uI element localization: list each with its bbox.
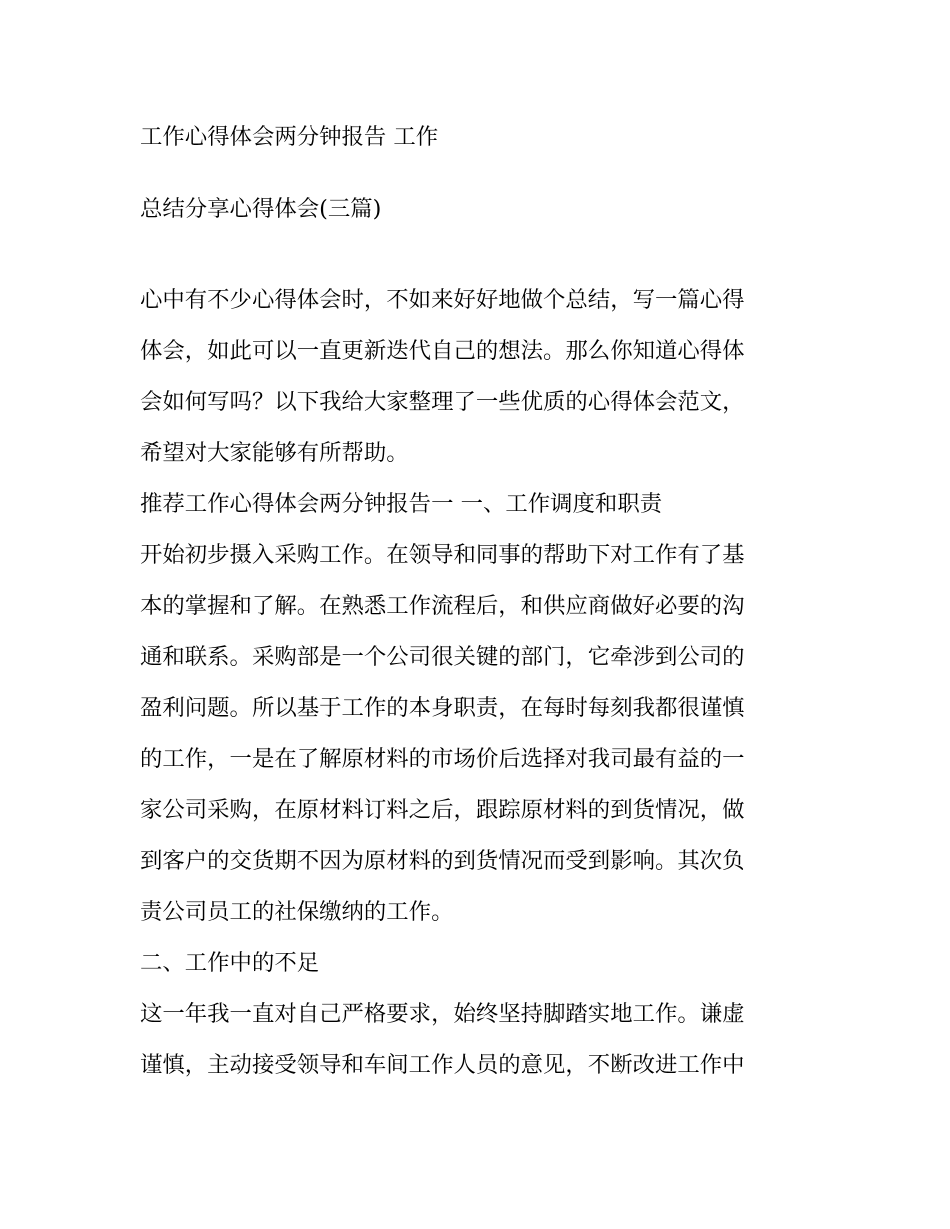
text-line: 盈利问题。所以基于工作的本身职责，在每时每刻我都很谨慎 (140, 695, 745, 721)
text-line: 开始初步摄入采购工作。在领导和同事的帮助下对工作有了基 (140, 542, 745, 568)
text-line: 体会，如此可以一直更新迭代自己的想法。那么你知道心得体 (140, 338, 745, 364)
document-title (140, 112, 820, 256)
text-line: 心中有不少心得体会时，不如来好好地做个总结，写一篇心得 (140, 287, 745, 313)
text-line: 这一年我一直对自己严格要求，始终坚持脚踏实地工作。谦虚 (140, 1001, 745, 1027)
text-line: 本的掌握和了解。在熟悉工作流程后，和供应商做好必要的沟 (140, 593, 745, 619)
text-line: 通和联系。采购部是一个公司很关键的部门，它牵涉到公司的 (140, 644, 745, 670)
section-heading: 二、工作中的不足 (140, 950, 320, 976)
text-line: 到客户的交货期不因为原材料的到货情况而受到影响。其次负 (140, 848, 745, 874)
text-line: 希望对大家能够有所帮助。 (140, 440, 409, 466)
text-line: 谨慎，主动接受领导和车间工作人员的意见，不断改进工作中 (140, 1052, 745, 1078)
text-line: 的工作，一是在了解原材料的市场价后选择对我司最有益的一 (140, 746, 745, 772)
text-line: 责公司员工的社保缴纳的工作。 (140, 899, 454, 925)
document-body (140, 275, 820, 1091)
title-line: 总结分享心得体会(三篇) (140, 196, 382, 222)
section-heading: 推荐工作心得体会两分钟报告一 一、工作调度和职责 (140, 491, 663, 517)
title-line: 工作心得体会两分钟报告 工作 (140, 124, 439, 150)
text-line: 家公司采购，在原材料订料之后，跟踪原材料的到货情况，做 (140, 797, 745, 823)
text-line: 会如何写吗？以下我给大家整理了一些优质的心得体会范文， (140, 389, 745, 415)
